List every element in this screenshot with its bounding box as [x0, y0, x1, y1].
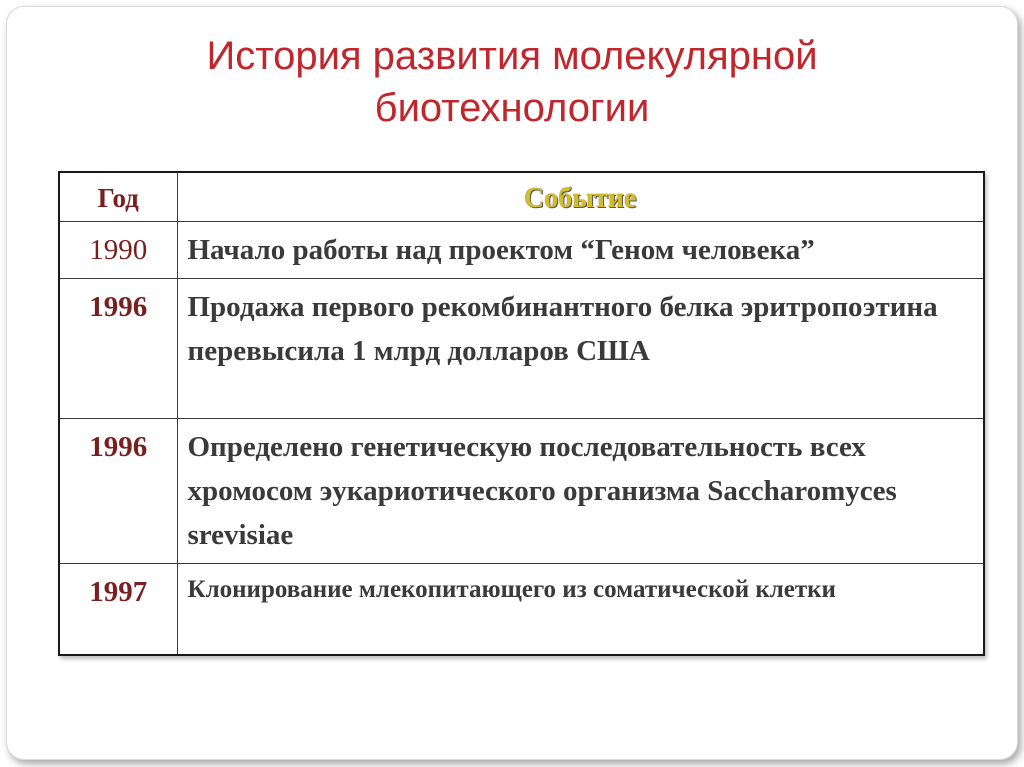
header-event: Событие — [177, 172, 984, 222]
table-header-row — [59, 172, 984, 222]
year-cell: 1996 — [59, 419, 177, 564]
header-year: Год — [59, 172, 177, 222]
title-line-2: биотехнологии — [374, 86, 650, 130]
table-row — [59, 564, 984, 655]
event-cell: Продажа первого рекомбинантного белка эритропоэтина перевысила 1 млрд долларов США — [177, 279, 984, 419]
event-cell: Определено генетическую последовательность всех хромосом эукариотического организма Saccharomyces srevisiae — [177, 419, 984, 564]
table-row — [59, 222, 984, 279]
event-cell: Клонирование млекопитающего из соматической клетки — [177, 564, 984, 655]
title-line-1: История развития молекулярной — [206, 34, 818, 78]
year-cell: 1997 — [59, 564, 177, 655]
table-row — [59, 279, 984, 419]
slide-title — [0, 30, 1024, 134]
events-table — [58, 171, 985, 656]
table-row — [59, 419, 984, 564]
year-cell: 1990 — [59, 222, 177, 279]
event-cell: Начало работы над проектом “Геном человека” — [177, 222, 984, 279]
year-cell: 1996 — [59, 279, 177, 419]
